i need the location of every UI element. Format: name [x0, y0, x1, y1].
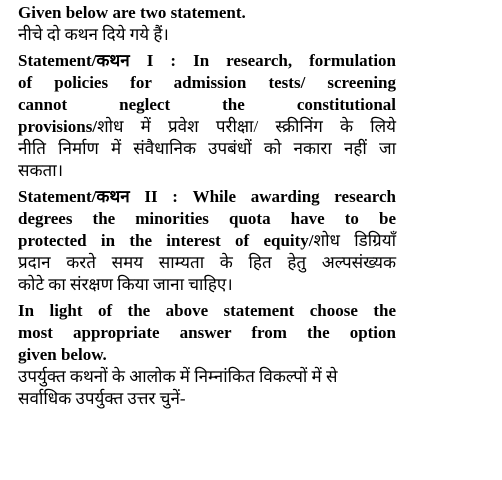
instruction-hindi-line-1: उपर्युक्त कथनों के आलोक में निम्नांकित विकल्पों में से	[18, 367, 338, 386]
statement-2-label: Statement/कथन II :	[18, 187, 178, 206]
statement-2-hindi-line-2: प्रदान करते समय साम्यता के हित हेतु अल्पसंख्यक	[18, 253, 396, 272]
statement-2	[18, 186, 396, 296]
intro-english: Given below are two statement.	[18, 3, 246, 22]
statement-1-hindi-start: शोध में प्रवेश परीक्षा/ स्क्रीनिंग के लिये	[97, 117, 396, 136]
statement-1-line-2: of policies for admission tests/ screening	[18, 73, 396, 92]
statement-1-hindi-line-2: नीति निर्माण में संवैधानिक उपबंधों को नकारा नहीं जा	[18, 139, 396, 158]
statement-1-line-1	[18, 50, 396, 72]
statement-1-label: Statement/कथन I :	[18, 51, 177, 70]
statement-1-text: In research, formulation	[193, 51, 397, 70]
statement-2-text: While awarding research	[192, 187, 396, 206]
instruction-block	[18, 300, 396, 410]
question-text	[18, 2, 396, 414]
instruction-line-3: given below.	[18, 345, 107, 364]
instruction-line-2: most appropriate answer from the option	[18, 323, 396, 342]
statement-1-line-3: cannot neglect the constitutional	[18, 95, 396, 114]
instruction-hindi-line-2: सर्वाधिक उपर्युक्त उत्तर चुनें-	[18, 389, 186, 408]
statement-2-text-end: protected in the interest of equity/	[18, 231, 314, 250]
statement-2-line-3	[18, 230, 396, 252]
statement-2-line-1	[18, 186, 396, 208]
intro-hindi: नीचे दो कथन दिये गये हैं।	[18, 25, 169, 44]
statement-1-text-end: provisions/	[18, 117, 98, 136]
intro-block	[18, 2, 396, 46]
instruction-line-1: In light of the above statement choose the	[18, 301, 396, 320]
statement-2-hindi-start: शोध डिग्रियाँ	[313, 231, 397, 250]
statement-2-hindi-line-3: कोटे का संरक्षण किया जाना चाहिए।	[18, 275, 233, 294]
statement-2-line-2: degrees the minorities quota have to be	[18, 209, 396, 228]
statement-1	[18, 50, 396, 182]
statement-1-line-4	[18, 116, 396, 138]
statement-1-hindi-line-3: सकता।	[18, 161, 64, 180]
